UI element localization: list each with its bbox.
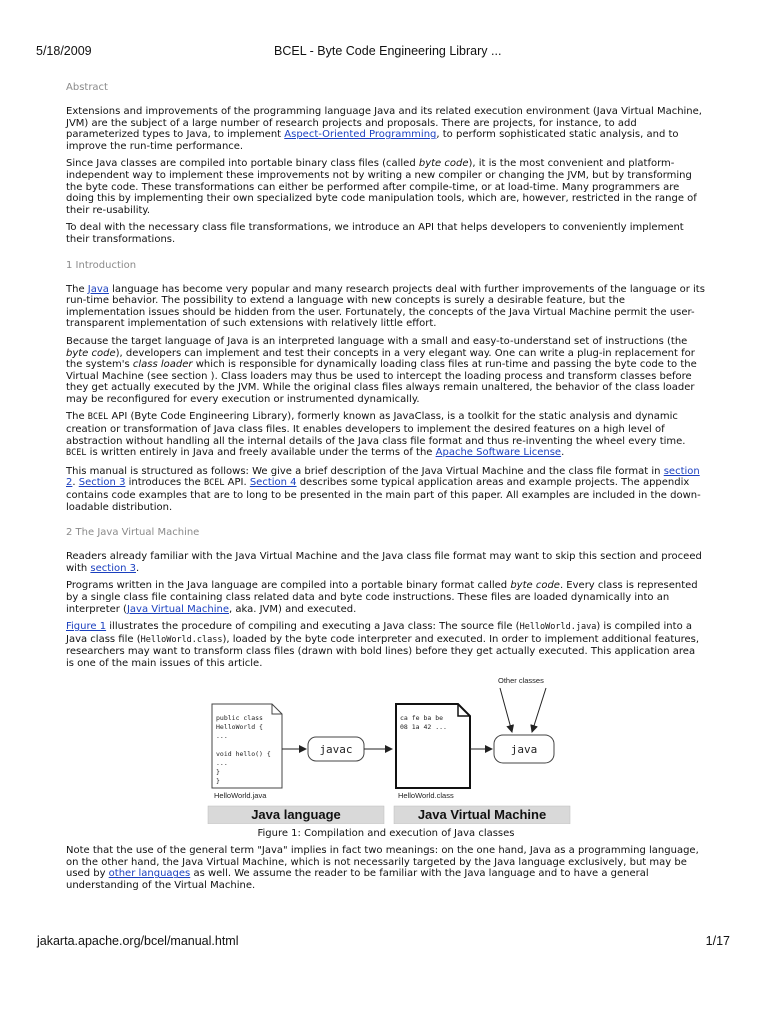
class-file-label: HelloWorld.class (398, 790, 454, 800)
print-date: 5/18/2009 (36, 44, 92, 58)
introduction-heading: 1 Introduction (66, 259, 137, 271)
source-file-label: HelloWorld.java (214, 790, 267, 800)
abstract-paragraph-2: Since Java classes are compiled into portable binary class files (called byte code), it is the most convenient and platform-independent way to implement these improvements not by writing a new compiler or changing the JVM, but by transforming the byte code. These transformations can either be performed after compile-time, or at load-time. Many programmers are doing this by implementing their own specialized byte code manipulation tools, which are, however, restricted in the range of their re-usability. (66, 158, 697, 216)
footer-url: jakarta.apache.org/bcel/manual.html (37, 934, 239, 948)
intro-paragraph-3: The BCEL API (Byte Code Engineering Library), formerly known as JavaClass, is a toolkit for the static analysis and dynamic creation or transformation of Java class files. It enables developers to implement the desired features on a high level of abstraction without handling all the internal details of the Java class file format and thus re-inventing the wheel every time. BCEL is written entirely in Java and freely available under the terms of the Apache Software License. (66, 411, 686, 459)
source-line: } (216, 776, 220, 785)
page-title: BCEL - Byte Code Engineering Library ... (274, 44, 502, 58)
abstract-paragraph-3: To deal with the necessary class file transformations, we introduce an API that helps developers to conveniently implement their transformations. (66, 222, 684, 245)
intro-paragraph-1: The Java language has become very popular and many research projects deal with further improvements of the language or its run-time behavior. The possibility to extend a language with new concepts is surely a desirable feature, but the implementation issues should be hidden from the user. Fortunately, the concepts of the Java Virtual Machine permit the user-transparent implementation of such extensions with relatively little effort. (66, 283, 705, 330)
jvm-paragraph-4: Note that the use of the general term "Java" implies in fact two meanings: on the one hand, Java as a programming language, on the other hand, the Java Virtual Machine, which is not necessarily targeted by the Java language exclusively, but may be used by other languages as well. We assume the reader to be familiar with the Java language and to have a general understanding of the Virtual Machine. (66, 845, 699, 891)
source-file-box (212, 704, 282, 788)
aop-link[interactable]: Aspect-Oriented Programming (284, 129, 437, 141)
intro-paragraph-2: Because the target language of Java is an interpreted language with a small and easy-to-understand set of instructions (the byte code), developers can implement and test their concepts in a very elegant way. One can write a plug-in replacement for the system's class loader which is responsible for dynamically loading class files at run-time and passing the byte code to the Virtual Machine (see section ). Class loaders may thus be used to intercept the loading process and transform classes before they get actually executed by the JVM. While the original class files always remain unaltered, the behavior of the class loader may be reconfigured for every execution or instrumented dynamically. (66, 335, 697, 405)
arrow-other-2 (532, 688, 546, 732)
section-2-link[interactable]: section 2 (66, 465, 700, 489)
jvm-link[interactable]: Java Virtual Machine (126, 603, 229, 615)
abstract-paragraph-1: Extensions and improvements of the programming language Java and its related execution environment (Java Virtual Machine, JVM) are the subject of a large number of research projects and proposals. There are projects, for instance, to add parameterized types to Java, to implement Aspect-Oriented Programming, to perform sophisticated static analysis, and to improve the run-time performance. (66, 106, 702, 152)
jvm-paragraph-2: Programs written in the Java language are compiled into a portable binary format called byte code. Every class is represented by a single class file containing class related data and byte code instructions. These files are loaded dynamically into an interpreter (Java Virtual Machine, aka. JVM) and executed. (66, 580, 698, 615)
page-number: 1/17 (705, 934, 730, 948)
page-header (0, 44, 768, 64)
jvm-heading: 2 The Java Virtual Machine (66, 527, 200, 539)
section-3-link[interactable]: Section 3 (78, 477, 126, 489)
bytecode-line: 08 1a 42 ... (400, 722, 447, 731)
other-classes-label: Other classes (498, 675, 544, 685)
page-footer (0, 934, 768, 954)
source-line: public class (216, 713, 263, 722)
javac-label: javac (319, 742, 353, 756)
source-line: ... (216, 758, 228, 767)
java-vm-label: java (510, 742, 538, 756)
other-languages-link[interactable]: other languages (108, 868, 191, 880)
skip-to-section-3-link[interactable]: section 3 (90, 562, 136, 574)
java-language-band-label: Java language (251, 806, 341, 822)
figure-1-diagram (66, 676, 706, 824)
source-line: } (216, 767, 220, 776)
apache-license-link[interactable]: Apache Software License (435, 447, 562, 459)
jvm-paragraph-1: Readers already familiar with the Java Virtual Machine and the Java class file format may want to skip this section and proceed with section 3. (66, 551, 702, 574)
source-line: void hello() { (216, 749, 271, 758)
source-line: ... (216, 731, 228, 740)
svg-text:ca fe ba be 08 1a 42 (400, 714, 447, 731)
source-line: HelloWorld { (216, 722, 263, 731)
figure-1-link[interactable]: Figure 1 (66, 621, 107, 633)
section-4-link[interactable]: Section 4 (249, 477, 297, 489)
java-link[interactable]: Java (87, 283, 109, 295)
intro-paragraph-4: This manual is structured as follows: We give a brief description of the Java Virtual Machine and the class file format in section 2. Section 3 introduces the BCEL API. Section 4 describes some typical application areas and example projects. The appendix contains code examples that are to long to be presented in the main part of this paper. All examples are included in the down-loadable distribution. (66, 465, 701, 513)
class-file-box (396, 704, 470, 788)
arrow-other-1 (500, 688, 512, 732)
bytecode-line: ca fe ba be (400, 713, 444, 722)
figure-caption: Figure 1: Compilation and execution of Java classes (257, 827, 515, 839)
jvm-paragraph-3: Figure 1 illustrates the procedure of compiling and executing a Java class: The source file (HelloWorld.java) is compiled into a Java class file (HelloWorld.class), loaded by the byte code interpreter and executed. In order to implement additional features, researchers may want to transform class files (drawn with bold lines) before they get actually executed. This application area is one of the main issues of this article. (66, 621, 700, 669)
document-body (66, 82, 706, 898)
abstract-heading: Abstract (66, 82, 108, 93)
jvm-band-label: Java Virtual Machine (417, 806, 547, 822)
